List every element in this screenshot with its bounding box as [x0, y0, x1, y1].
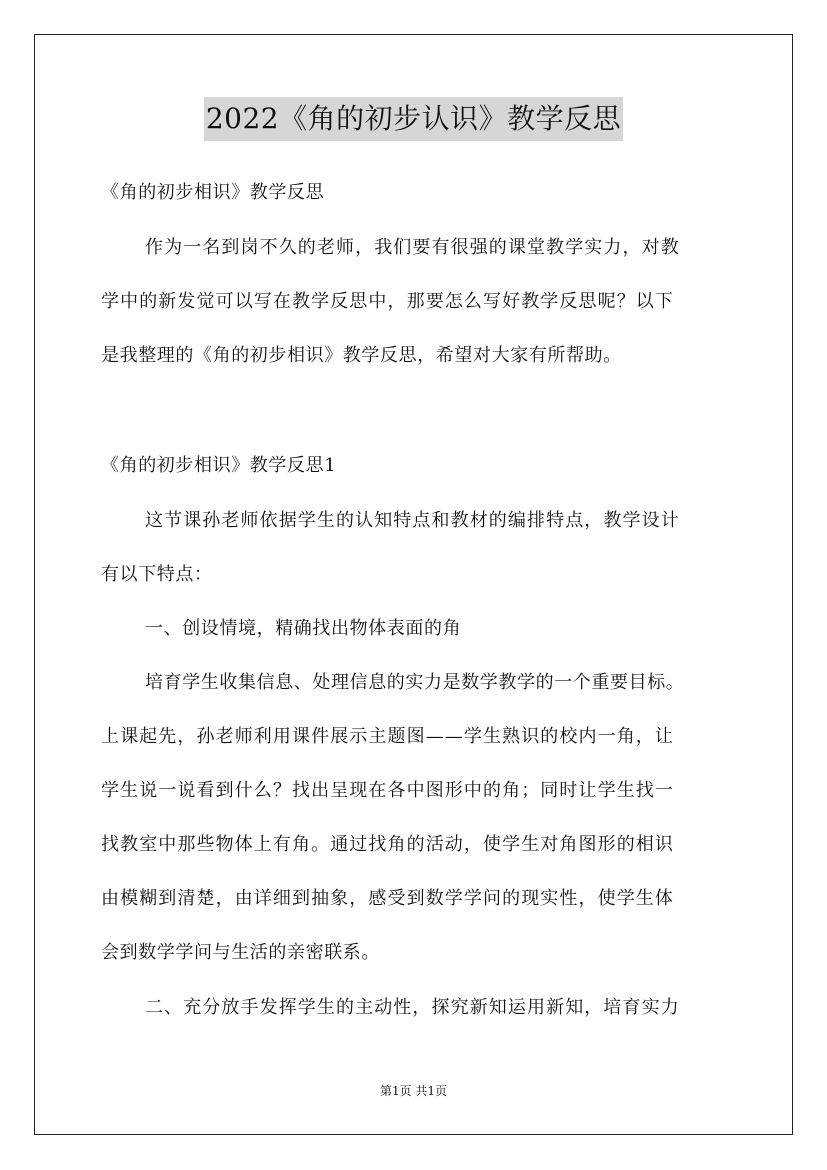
- section-heading: 《角的初步相识》教学反思1: [101, 455, 337, 476]
- paragraph-line: 学中的新发觉可以写在教学反思中，那要怎么写好教学反思呢？以下: [101, 291, 674, 312]
- subtitle-line: 《角的初步相识》教学反思: [101, 182, 325, 203]
- paragraph-line: 学生说一说看到什么？找出呈现在各中图形中的角；同时让学生找一: [101, 780, 674, 801]
- paragraph-line: 上课起先，孙老师利用课件展示主题图——学生熟识的校内一角，让: [101, 726, 674, 747]
- paragraph-line: 有以下特点：: [101, 564, 213, 585]
- paragraph-line: 由模糊到清楚，由详细到抽象，感受到数学学问的现实性，使学生体: [101, 888, 674, 909]
- subsection-heading: 一、创设情境，精确找出物体表面的角: [145, 618, 462, 639]
- paragraph-line: 找教室中那些物体上有角。通过找角的活动，使学生对角图形的相识: [101, 834, 674, 855]
- paragraph-line: 这节课孙老师依据学生的认知特点和教材的编排特点，教学设计: [145, 510, 680, 531]
- page-footer: 第1页 共1页: [379, 1084, 448, 1098]
- document-title: 2022《角的初步认识》教学反思: [204, 97, 623, 141]
- paragraph-line: 会到数学学问与生活的亲密联系。: [101, 942, 380, 963]
- title-container: [0, 97, 827, 141]
- paragraph-line: 培育学生收集信息、处理信息的实力是数学教学的一个重要目标。: [145, 672, 685, 693]
- paragraph-line: 作为一名到岗不久的老师，我们要有很强的课堂教学实力，对教: [145, 237, 680, 258]
- paragraph-line: 是我整理的《角的初步相识》教学反思，希望对大家有所帮助。: [101, 345, 622, 366]
- subsection-heading: 二、充分放手发挥学生的主动性，探究新知运用新知，培育实力: [145, 997, 680, 1018]
